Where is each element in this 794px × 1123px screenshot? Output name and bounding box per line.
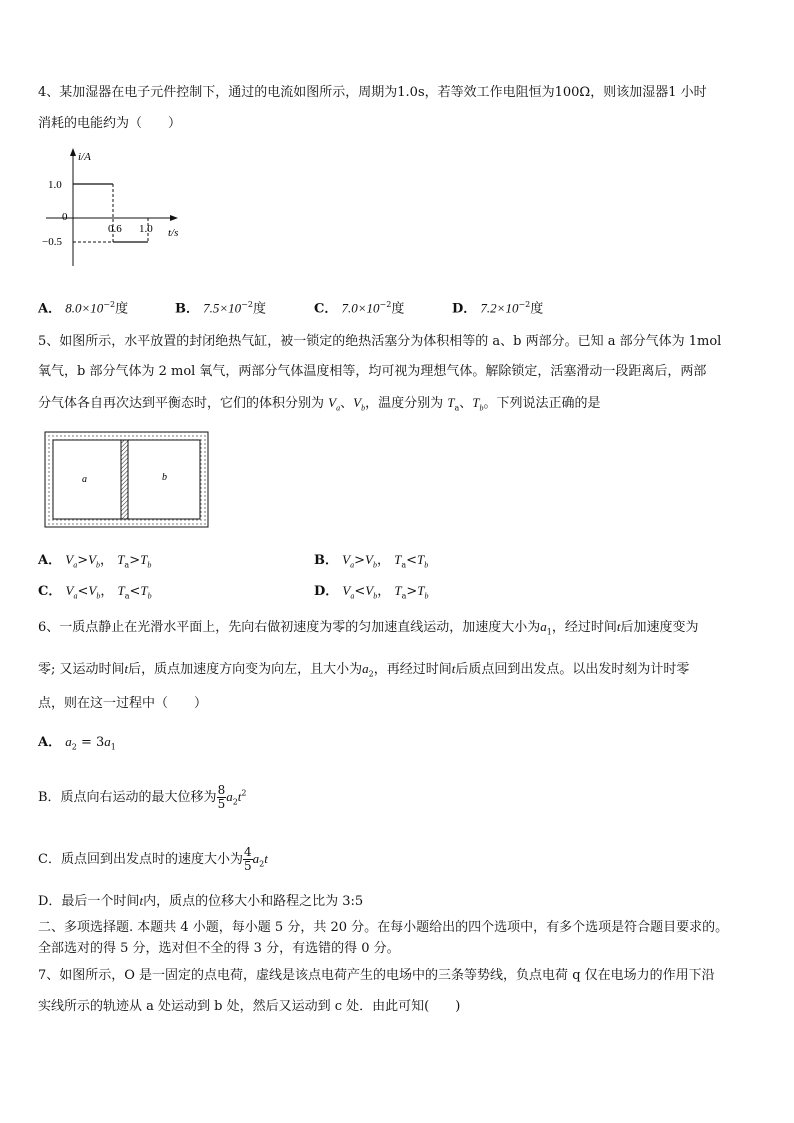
q4-stem-line1: 4、某加湿器在电子元件控制下，通过的电流如图所示，周期为1.0s，若等效工作电阻恒为100Ω，则该加湿器1 小时 [38, 85, 707, 100]
q4-current-graph [38, 146, 198, 272]
q5-stem-line3: 分气体各自再次达到平衡态时，它们的体积分别为 $V_a$、$V_b$，温度分别为 $T_a$、$T_b$。下列说法正确的是 [38, 395, 601, 413]
graph-x-06: 0.6 [108, 223, 122, 235]
cylinder-label-a: a [82, 474, 87, 485]
q4-option-d[interactable]: D． $7.2\times 10^{-2}$度 [452, 300, 544, 317]
graph-y-zero: 0 [62, 211, 68, 223]
q5-cylinder-figure [44, 431, 210, 529]
q6-option-a[interactable]: A． $a_2 = 3a_1$ [38, 734, 116, 752]
q5-option-c[interactable]: C． $V_a<V_b$， $T_a<T_b$ [38, 583, 152, 601]
q6-stem-line1: 6、一质点静止在光滑水平面上，先向右做初速度为零的匀加速直线运动，加速度大小为$a_1$，经过时间t后加速度变为 [38, 619, 699, 637]
q5-option-d[interactable]: D． $V_a<V_b$， $T_a>T_b$ [314, 583, 429, 601]
q6-stem-line3: 点，则在这一过程中（ ） [38, 696, 208, 711]
cylinder-label-b: b [162, 472, 167, 483]
q6-option-b[interactable]: B．质点向右运动的最大位移为 $\frac{8}{5}$ $a_2t^2$ [38, 783, 247, 811]
q6-option-c[interactable]: C．质点回到出发点时的速度大小为 $\frac{4}{5}$ $a_2t$ [38, 845, 268, 873]
q4-option-a[interactable]: A． $8.0\times 10^{-2}$度 [38, 300, 129, 317]
q5-stem-line2: 氧气，b 部分气体为 2 mol 氧气，两部分气体温度相等，均可视为理想气体。解除锁定，活塞滑动一段距离后，两部 [38, 364, 707, 379]
q7-stem-line2: 实线所示的轨迹从 a 处运动到 b 处，然后又运动到 c 处．由此可知( ) [38, 999, 461, 1014]
q7-stem-line1: 7、如图所示，O 是一固定的点电荷，虚线是该点电荷产生的电场中的三条等势线，负点电荷 q 仅在电场力的作用下沿 [38, 968, 715, 983]
section2-line1: 二、多项选择题. 本题共 4 小题，每小题 5 分，共 20 分。在每小题给出的四个选项中，有多个选项是符合题目要求的。 [38, 920, 729, 935]
q4-stem-line2: 消耗的电能约为（ ） [38, 116, 182, 131]
q5-option-b[interactable]: B． $V_a>V_b$， $T_a<T_b$ [314, 552, 429, 570]
q4-option-c[interactable]: C． $7.0\times 10^{-2}$度 [314, 300, 405, 317]
graph-xlabel: t/s [168, 227, 179, 239]
section2-line2: 全部选对的得 5 分，选对但不全的得 3 分，有选错的得 0 分。 [38, 941, 400, 956]
q5-stem-line1: 5、如图所示，水平放置的封闭绝热气缸，被一锁定的绝热活塞分为体积相等的 a、b 两部分。已知 a 部分气体为 1mol [38, 334, 722, 349]
graph-x-10: 1.0 [139, 223, 153, 235]
q5-option-a[interactable]: A． $V_a>V_b$， $T_a>T_b$ [38, 552, 152, 570]
q6-option-d[interactable]: D．最后一个时间t内，质点的位移大小和路程之比为 3:5 [38, 893, 364, 909]
graph-y-lo: −0.5 [42, 236, 62, 248]
q6-stem-line2: 零; 又运动时间t后，质点加速度方向变为向左，且大小为$a_2$，再经过时间t后质点回到出发点。以出发时刻为计时零 [38, 661, 690, 679]
graph-ylabel: i/A [78, 151, 91, 163]
graph-y-hi: 1.0 [48, 179, 62, 191]
q4-option-b[interactable]: B． $7.5\times 10^{-2}$度 [175, 300, 266, 317]
